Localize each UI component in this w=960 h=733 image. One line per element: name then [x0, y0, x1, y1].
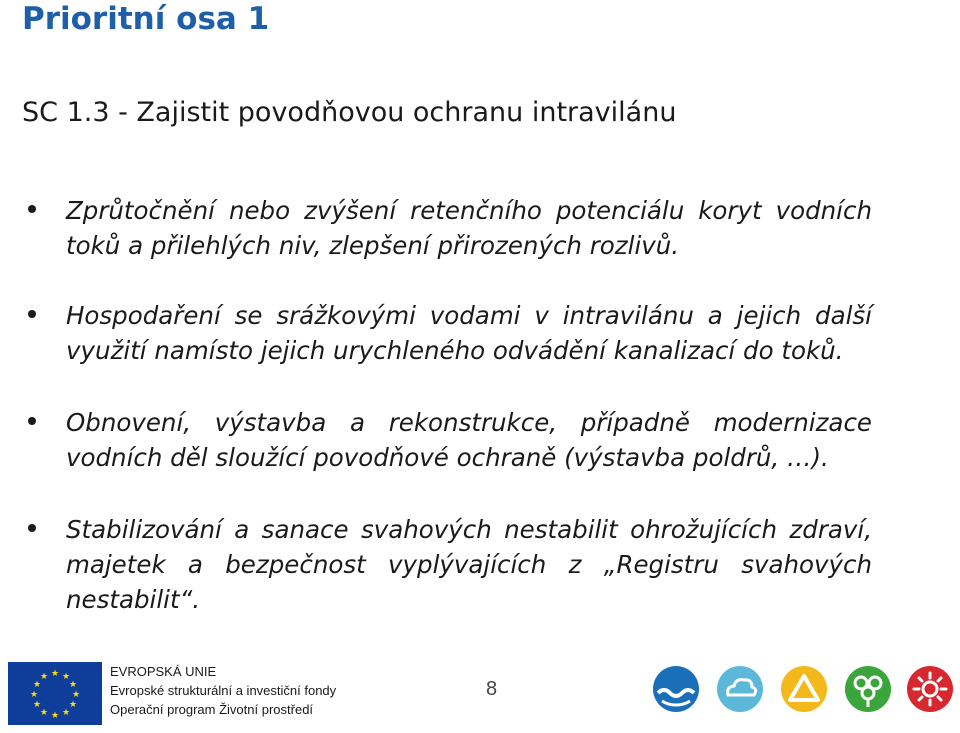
waste-triangle-icon: [780, 665, 828, 713]
svg-text:★: ★: [68, 700, 78, 710]
eu-stars-icon: [8, 662, 102, 725]
air-cloud-icon: [716, 665, 764, 713]
eu-line-1: EVROPSKÁ UNIE: [110, 664, 217, 679]
svg-text:★: ★: [71, 690, 81, 700]
bullet-icon: [28, 310, 36, 318]
eu-flag-icon: [8, 662, 102, 725]
svg-text:★: ★: [50, 669, 60, 679]
bullet-text: Zprůtočnění nebo zvýšení retenčního potenciálu koryt vodních toků a přilehlých niv, zlepšení přirozených rozlivů.: [66, 196, 872, 260]
svg-text:★: ★: [32, 700, 42, 710]
slide-title: Prioritní osa 1: [22, 1, 270, 37]
bullet-text: Obnovení, výstavba a rekonstrukce, případně modernizace vodních děl sloužící povodňové ochraně (výstavba poldrů, …).: [66, 408, 872, 472]
water-icon: [652, 665, 700, 713]
energy-sun-icon: [906, 665, 954, 713]
svg-text:★: ★: [61, 672, 71, 682]
footer: [0, 660, 960, 733]
bullet-icon: [28, 205, 36, 213]
svg-text:★: ★: [50, 711, 60, 721]
svg-text:★: ★: [68, 680, 78, 690]
bullet-icon: [28, 524, 36, 532]
eu-line-3: Operační program Životní prostředí: [110, 702, 314, 717]
bullet-text: Stabilizování a sanace svahových nestabilit ohrožujících zdraví, majetek a bezpečnost vyplývajících z „Registru svahových nestabilit“.: [66, 515, 872, 614]
eu-line-2: Evropské strukturální a investiční fondy: [110, 683, 337, 698]
svg-text:★: ★: [39, 708, 49, 718]
svg-text:★: ★: [32, 680, 42, 690]
page-number: 8: [486, 678, 498, 700]
slide-subtitle: SC 1.3 - Zajistit povodňovou ochranu intravilánu: [22, 97, 677, 128]
svg-text:★: ★: [29, 690, 39, 700]
nature-tree-icon: [844, 665, 892, 713]
svg-text:★: ★: [61, 708, 71, 718]
bullet-text: Hospodaření se srážkovými vodami v intravilánu a jejich další využití namísto jejich urychleného odvádění kanalizací do toků.: [66, 301, 872, 365]
svg-text:★: ★: [39, 672, 49, 682]
eu-funding-text: [110, 662, 336, 719]
bullet-icon: [28, 417, 36, 425]
